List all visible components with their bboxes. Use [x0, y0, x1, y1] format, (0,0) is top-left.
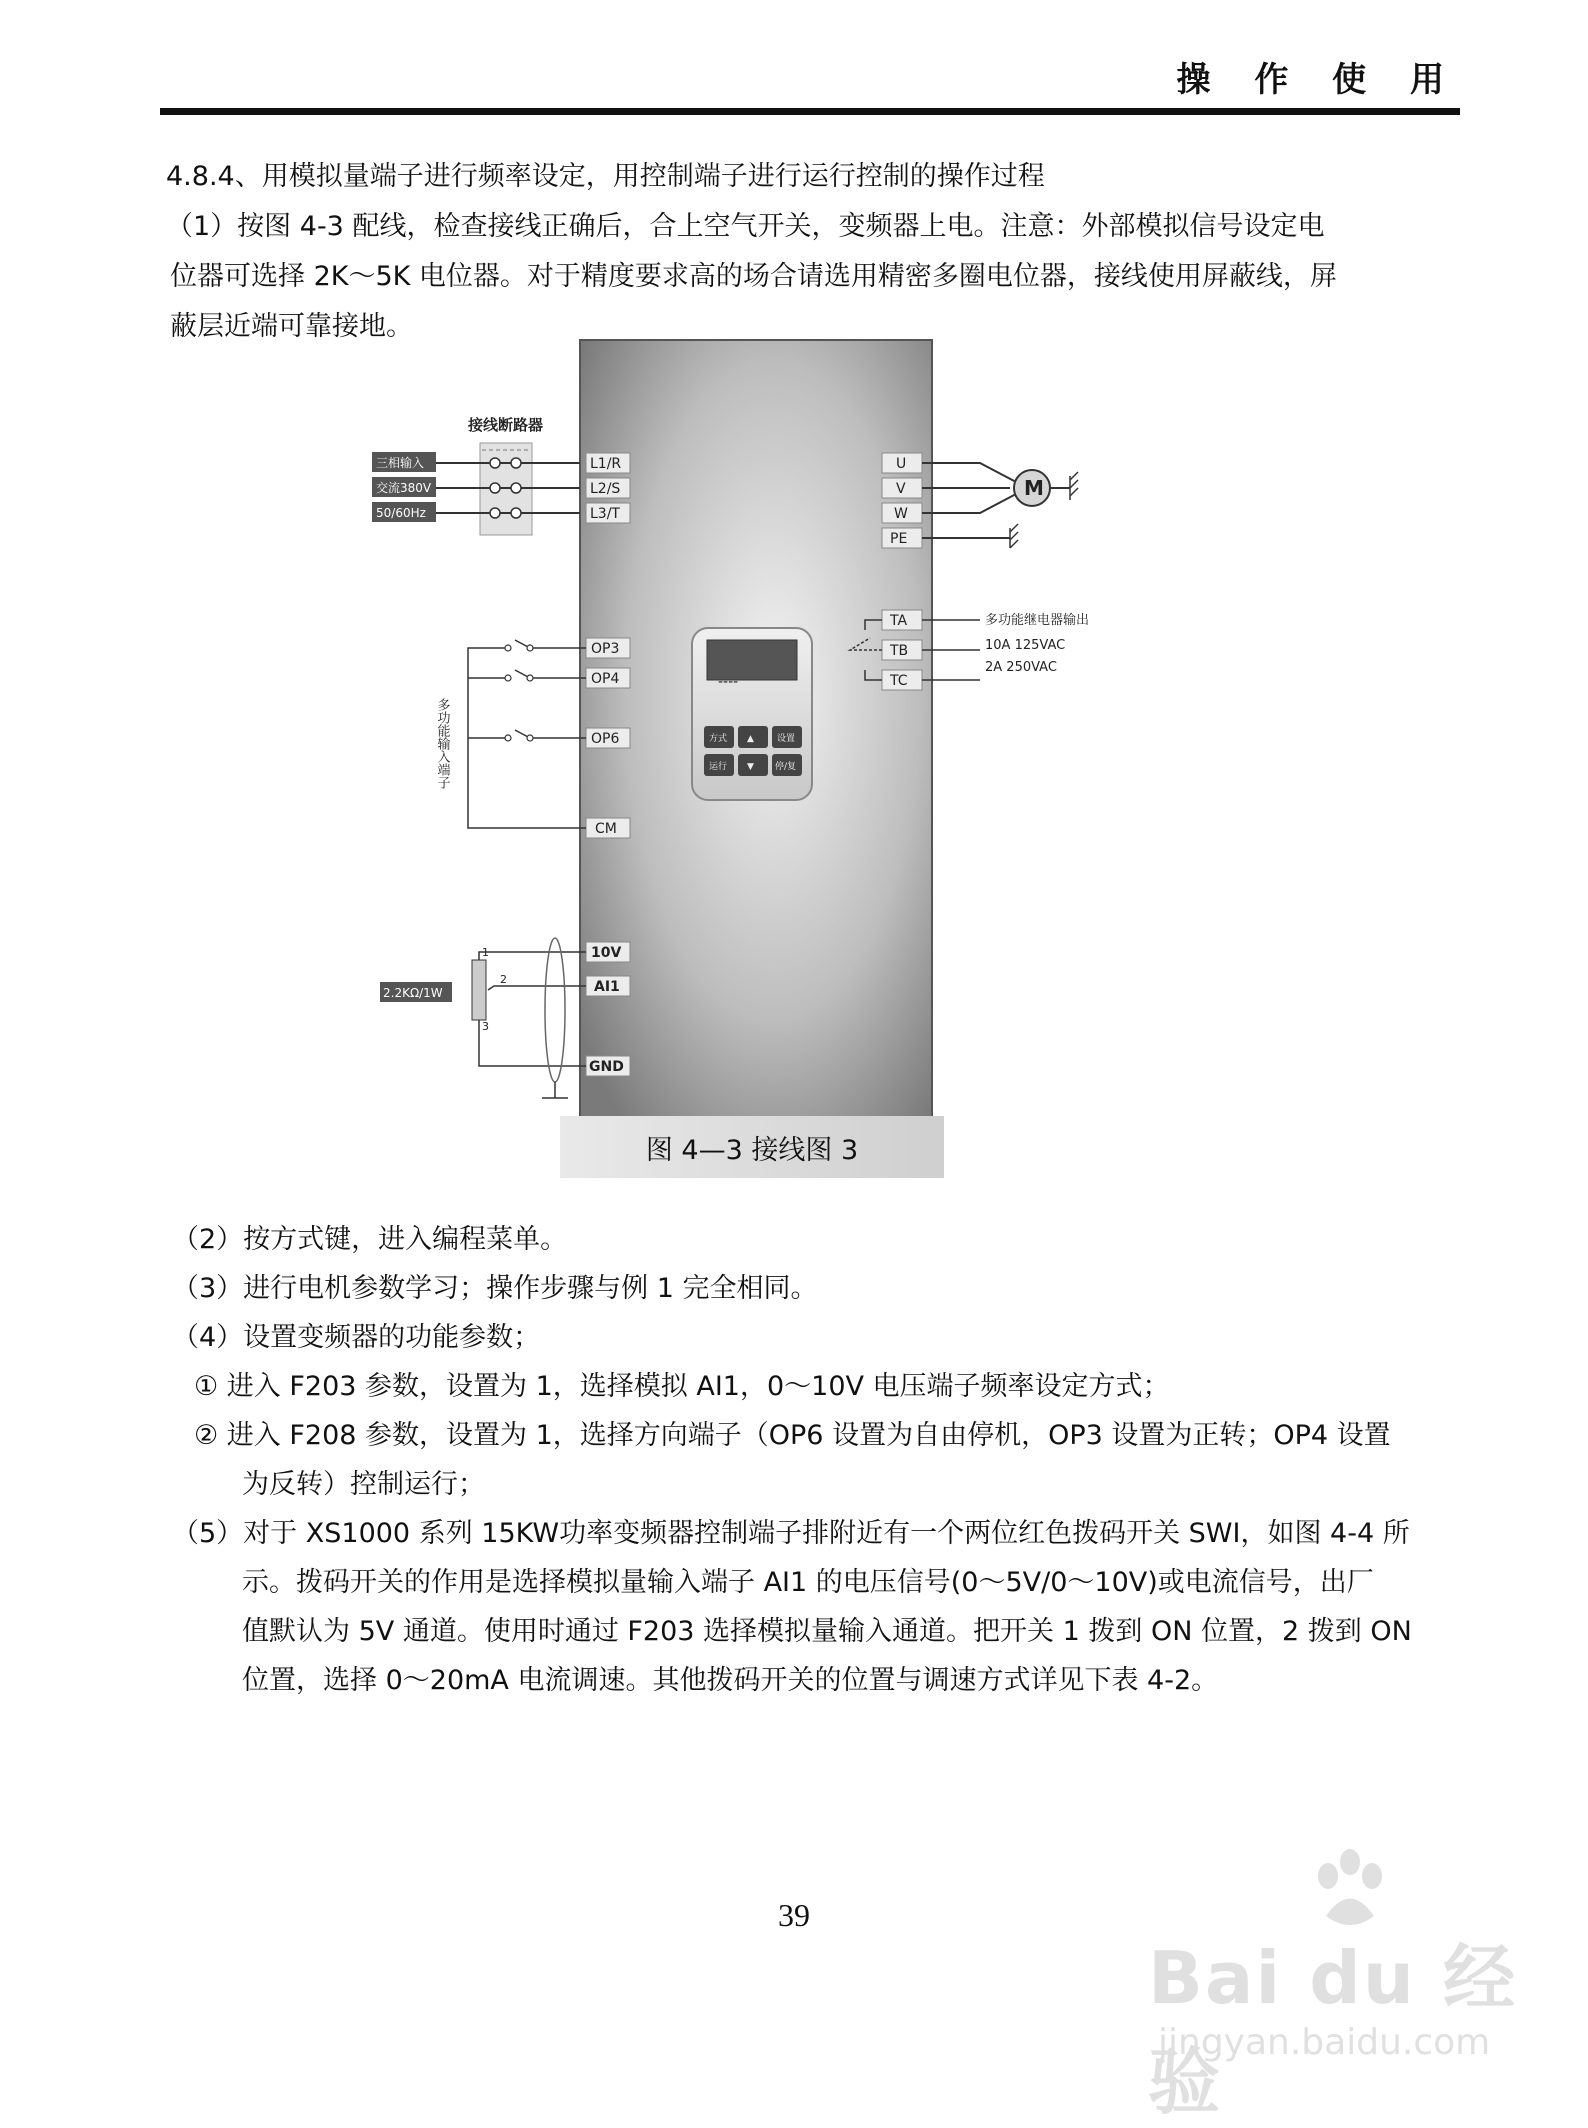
- list-item: 示。拨码开关的作用是选择模拟量输入端子 AI1 的电压信号(0～5V/0～10V)或电流信号，出厂: [242, 1567, 1374, 1598]
- header-rule: [160, 108, 1460, 115]
- input-label: 交流380V: [376, 481, 432, 495]
- relay-label: 多功能继电器输出: [985, 613, 1090, 628]
- step1-line: 蔽层近端可靠接地。: [170, 311, 413, 342]
- keypad-key: 运行: [709, 762, 728, 772]
- list-item: 为反转）控制运行；: [242, 1469, 485, 1500]
- wiring-diagram: [370, 338, 1120, 1138]
- terminal-ai1: AI1: [594, 979, 620, 995]
- pot-pin: 1: [482, 946, 489, 959]
- step1-paragraph: [166, 202, 1456, 352]
- list-item: （2）按方式键，进入编程菜单。: [172, 1224, 568, 1255]
- list-item: 位置，选择 0～20mA 电流调速。其他拨码开关的位置与调速方式详见下表 4-2。: [242, 1665, 1219, 1696]
- terminal-u: U: [896, 456, 907, 472]
- list-item: （3）进行电机参数学习；操作步骤与例 1 完全相同。: [172, 1273, 818, 1304]
- terminal-op4: OP4: [591, 671, 620, 687]
- list-item: 值默认为 5V 通道。使用时通过 F203 选择模拟量输入通道。把开关 1 拨到 ON 位置，2 拨到 ON: [242, 1616, 1412, 1647]
- pot-pin: 2: [500, 973, 507, 986]
- watermark-brand: Bai du 经验: [1148, 1936, 1518, 2124]
- list-item: ② 进入 F208 参数，设置为 1，选择方向端子（OP6 设置为自由停机，OP3 设置为正转；OP4 设置: [194, 1420, 1391, 1451]
- breaker-label: 接线断路器: [468, 416, 544, 434]
- terminal-pe: PE: [890, 531, 908, 547]
- input-label: 50/60Hz: [376, 506, 426, 520]
- multi-input-label: 多功能输入端子: [434, 698, 450, 789]
- potentiometer: [472, 960, 486, 1020]
- list-item: ① 进入 F203 参数，设置为 1，选择模拟 AI1，0～10V 电压端子频率设定方式；: [194, 1371, 1170, 1402]
- terminal-tc: TC: [890, 673, 908, 689]
- figure-caption: 图 4—3 接线图 3: [645, 1135, 859, 1166]
- motor-label: M: [1024, 476, 1044, 500]
- input-label: 三相输入: [376, 456, 425, 470]
- terminal-op3: OP3: [591, 641, 620, 657]
- keypad: [692, 628, 812, 800]
- keypad-key: ▼: [747, 762, 754, 772]
- terminal-cm: CM: [595, 821, 617, 837]
- terminal-w: W: [894, 506, 908, 522]
- terminal-v: V: [896, 481, 906, 497]
- terminal-op6: OP6: [591, 731, 620, 747]
- step1-line: 位器可选择 2K～5K 电位器。对于精度要求高的场合请选用精密多圈电位器，接线使用屏蔽线，屏: [170, 261, 1337, 292]
- watermark-url: jingyan.baidu.com: [1158, 2022, 1491, 2063]
- terminal-10v: 10V: [591, 945, 622, 961]
- page-number: 39: [778, 1897, 810, 1933]
- list-item: （5）对于 XS1000 系列 15KW功率变频器控制端子排附近有一个两位红色拨码开关 SWI，如图 4-4 所: [172, 1518, 1410, 1549]
- step1-line: （1）按图 4-3 配线，检查接线正确后，合上空气开关，变频器上电。注意：外部模拟信号设定电: [166, 211, 1325, 242]
- terminal-l3: L3/T: [590, 506, 620, 522]
- wiring-diagram-figure: [370, 338, 1120, 1178]
- baidu-watermark: [1088, 1840, 1528, 2124]
- pot-label: 2.2KΩ/1W: [383, 986, 443, 1000]
- list-item: （4）设置变频器的功能参数；: [172, 1322, 541, 1353]
- keypad-key: ▲: [747, 734, 754, 744]
- keypad-key: 方式: [709, 734, 728, 744]
- terminal-l1: L1/R: [590, 456, 622, 472]
- terminal-l2: L2/S: [590, 481, 621, 497]
- section-heading: 4.8.4、用模拟量端子进行频率设定，用控制端子进行运行控制的操作过程: [166, 161, 1045, 192]
- relay-label: 2A 250VAC: [985, 660, 1057, 675]
- keypad-key: 停/复: [775, 762, 797, 772]
- pot-pin: 3: [482, 1020, 489, 1033]
- keypad-key: 设置: [777, 734, 796, 744]
- relay-label: 10A 125VAC: [985, 638, 1066, 653]
- steps-list: [172, 1215, 1462, 1705]
- page-header-title: 操 作 使 用: [1176, 60, 1460, 100]
- terminal-ta: TA: [890, 613, 908, 629]
- terminal-gnd: GND: [589, 1059, 624, 1075]
- caption-band: [560, 1116, 944, 1178]
- terminal-tb: TB: [890, 643, 909, 659]
- keypad-display: ----: [718, 674, 739, 690]
